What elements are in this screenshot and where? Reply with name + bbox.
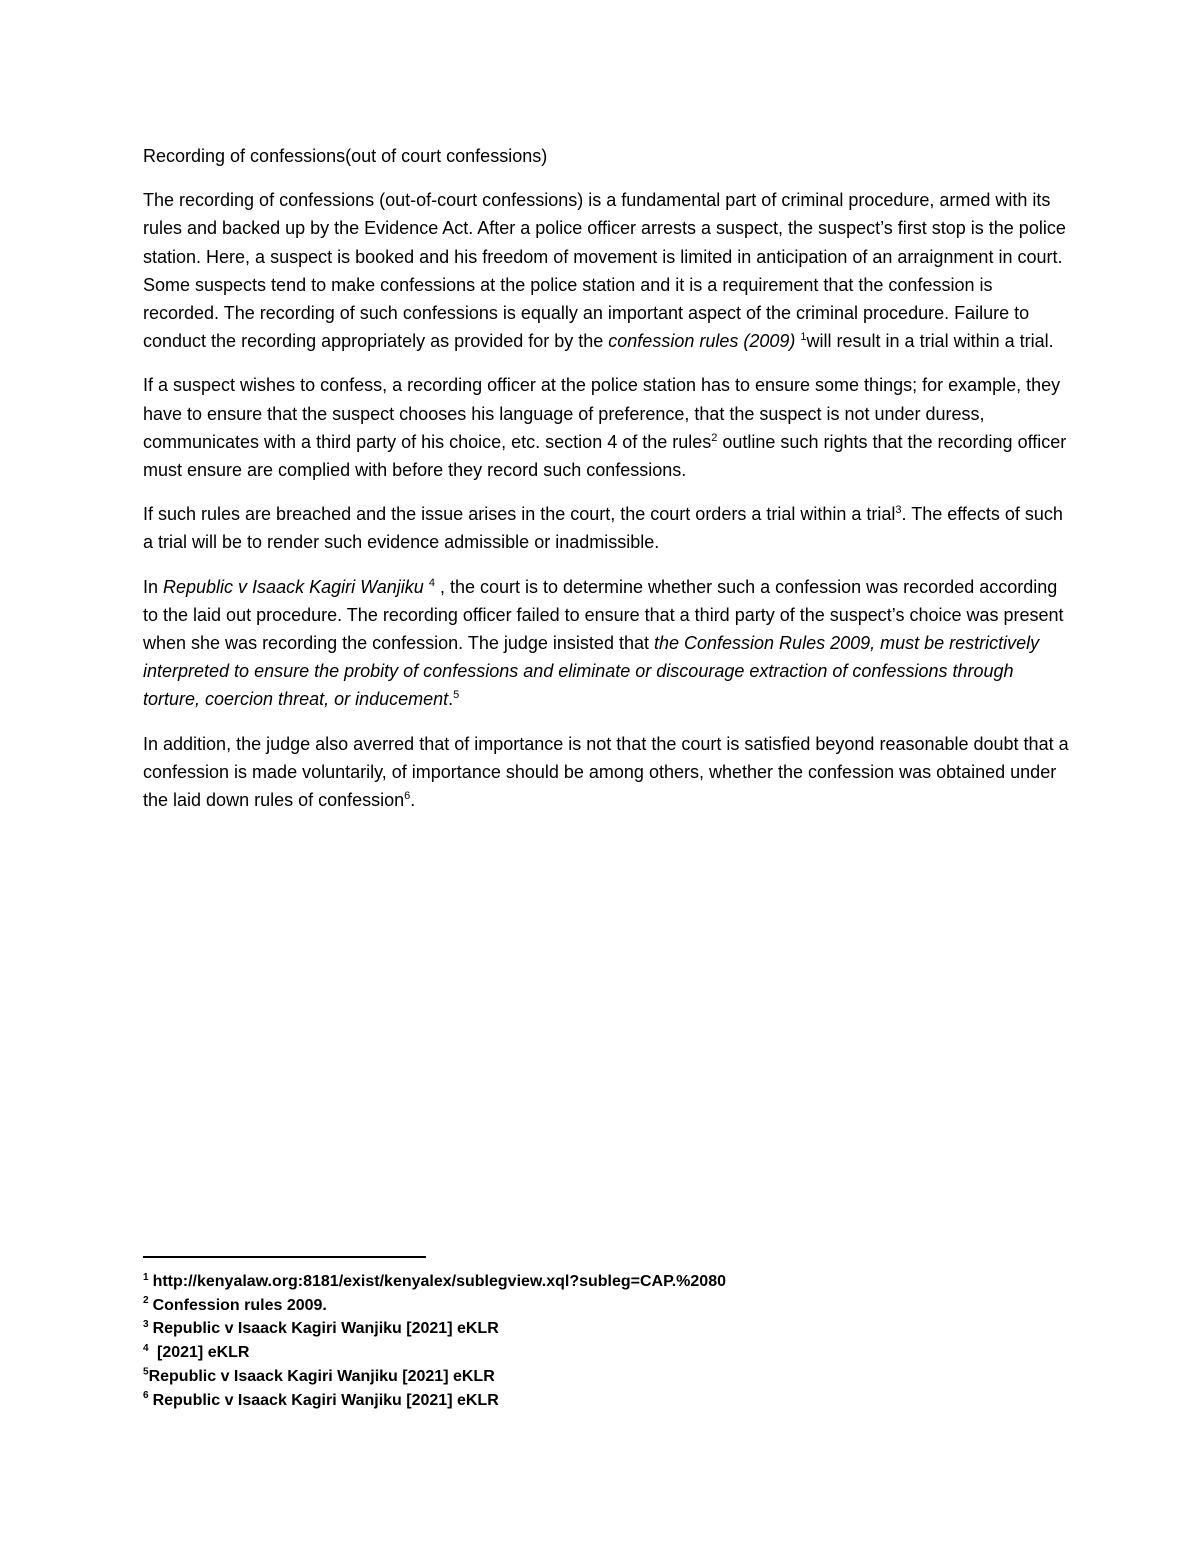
quote-italic: the Confession Rules 2009, must be restrictively interpreted to ensure the probity of confessions and eliminate or discourage extraction of confessions through torture, coercion threat, or inducement [143, 633, 1040, 710]
footnote-2 [143, 1294, 1043, 1318]
paragraph-2-text-b: outline such rights that the recording officer must ensure are complied with before they record such confessions. [143, 431, 1067, 481]
footnote-3 [143, 1317, 1043, 1341]
paragraph-2-text-a: If a suspect wishes to confess, a recording officer at the police station has to ensure some things; for example, they have to ensure that the suspect chooses his language of preference, that the suspect is not under duress, communicates with a third party of his choice, etc. section 4 of the rules [143, 375, 1061, 452]
paragraph-4-text-c: . [448, 689, 454, 710]
paragraph-3-text-b: . The effects of such a trial will be to render such evidence admissible or inadmissible. [143, 504, 1063, 553]
footnotes [143, 1270, 1043, 1412]
paragraph-5-text-a: In addition, the judge also averred that of importance is not that the court is satisfied beyond reasonable doubt that a confession is made voluntarily, of importance should be among others, whether the confession was obtained under the laid down rules of confession [143, 733, 1069, 811]
footnote-mark: 5 [143, 1366, 149, 1378]
paragraph-5 [143, 730, 1073, 815]
paragraph-4-text-b: , the court is to determine whether such a confession was recorded according to the laid out procedure. The recording officer failed to ensure that a third party of the suspect’s choice was present when she was recording the confession. The judge insisted that [143, 576, 1064, 654]
paragraph-1-text-a: The recording of confessions (out-of-court confessions) is a fundamental part of criminal procedure, armed with its rules and backed up by the Evidence Act. After a police officer arrests a suspect, the suspect’s first stop is the police station. Here, a suspect is booked and his freedom of movement is limited in anticipation of an arraignment in court. Some suspects tend to make confessions at the police station and it is a requirement that the confession is recorded. The recording of such confessions is equally an important aspect of the criminal procedure. Failure to conduct the recording appropriately as provided for by the [143, 190, 1066, 352]
footnote-mark: 3 [143, 1319, 149, 1331]
document-body [143, 142, 1073, 830]
footnote-mark: 1 [143, 1271, 149, 1283]
footnote-ref-1[interactable]: 1 [800, 331, 807, 344]
footnote-mark: 6 [143, 1390, 149, 1402]
footnote-mark: 4 [143, 1342, 149, 1354]
case-name-italic: Republic v Isaack Kagiri Wanjiku [163, 576, 424, 597]
footnote-mark: 2 [143, 1295, 149, 1307]
footnote-text: [2021] eKLR [152, 1344, 250, 1362]
footnote-ref-5[interactable]: 5 [453, 689, 460, 702]
paragraph-1-text-b: will result in a trial within a trial. [806, 331, 1054, 352]
paragraph-3 [143, 500, 1073, 556]
paragraph-4 [143, 573, 1073, 714]
footnote-separator [143, 1256, 426, 1258]
footnote-1 [143, 1270, 1043, 1294]
footnote-ref-3[interactable]: 3 [895, 504, 902, 517]
footnote-4 [143, 1341, 1043, 1365]
footnote-text: Republic v Isaack Kagiri Wanjiku [2021] eKLR [152, 1320, 499, 1338]
paragraph-1-italic: confession rules (2009) [608, 331, 796, 352]
paragraph-3-text-a: If such rules are breached and the issue arises in the court, the court orders a trial within a trial [143, 504, 896, 525]
footnote-text: Republic v Isaack Kagiri Wanjiku [2021] eKLR [148, 1367, 495, 1385]
paragraph-5-text-b: . [410, 790, 416, 811]
paragraph-4-text-a: In [143, 576, 164, 597]
footnote-ref-4[interactable]: 4 [428, 576, 435, 589]
document-heading: Recording of confessions(out of court confessions) [143, 146, 548, 166]
footnote-text: Republic v Isaack Kagiri Wanjiku [2021] eKLR [152, 1391, 499, 1409]
paragraph-1 [143, 186, 1073, 355]
footnote-link[interactable]: http://kenyalaw.org:8181/exist/kenyalex/sublegview.xql?subleg=CAP.%2080 [152, 1273, 726, 1290]
footnote-ref-2[interactable]: 2 [711, 431, 718, 444]
paragraph-2 [143, 371, 1073, 484]
footnote-5 [143, 1365, 1043, 1389]
footnote-text: Confession rules 2009. [152, 1296, 327, 1314]
footnote-6 [143, 1389, 1043, 1413]
footnote-ref-6[interactable]: 6 [404, 790, 411, 803]
